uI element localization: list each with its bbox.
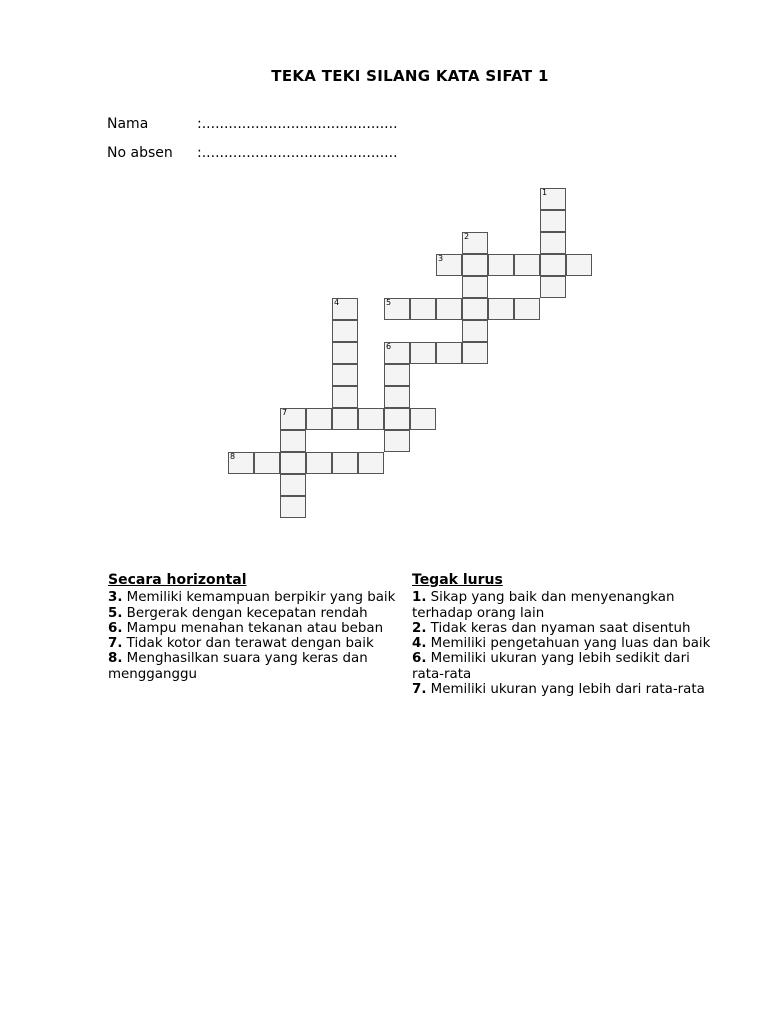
- crossword-cell[interactable]: [332, 364, 358, 386]
- clue-text: Memiliki kemampuan berpikir yang baik: [126, 590, 396, 606]
- absen-blank[interactable]: :............................................: [197, 145, 398, 161]
- clue-number: 6.: [108, 620, 123, 636]
- clue-text: Tidak kotor dan terawat dengan baik: [126, 636, 374, 652]
- clue-number-label: 5: [386, 298, 392, 307]
- clue-number-label: 4: [334, 298, 340, 307]
- crossword-cell[interactable]: [228, 452, 254, 474]
- crossword-cell[interactable]: [410, 408, 436, 430]
- crossword-cell[interactable]: [384, 430, 410, 452]
- clue-number-label: 1: [542, 188, 548, 197]
- horizontal-clue: [108, 606, 408, 621]
- crossword-cell[interactable]: [514, 254, 540, 276]
- crossword-cell[interactable]: [332, 298, 358, 320]
- clue-number: 7.: [108, 636, 123, 652]
- crossword-cell[interactable]: [436, 254, 462, 276]
- crossword-cell[interactable]: [332, 342, 358, 364]
- crossword-cell[interactable]: [540, 276, 566, 298]
- crossword-cell[interactable]: [436, 342, 462, 364]
- clue-text: Bergerak dengan kecepatan rendah: [126, 605, 368, 621]
- clue-text: Memiliki ukuran yang lebih sedikit dari rata-rata: [412, 651, 690, 682]
- clue-number: 1.: [412, 590, 427, 606]
- crossword-cell[interactable]: [488, 298, 514, 320]
- crossword-cell[interactable]: [462, 320, 488, 342]
- vertical-heading: Tegak lurus: [412, 572, 503, 588]
- crossword-cell[interactable]: [384, 342, 410, 364]
- crossword-cell[interactable]: [410, 298, 436, 320]
- clue-number: 6.: [412, 651, 427, 667]
- crossword-cell[interactable]: [462, 232, 488, 254]
- crossword-cell[interactable]: [514, 298, 540, 320]
- crossword-cell[interactable]: [358, 452, 384, 474]
- clue-text: Memiliki pengetahuan yang luas dan baik: [430, 636, 711, 652]
- crossword-cell[interactable]: [462, 298, 488, 320]
- crossword-cell[interactable]: [332, 408, 358, 430]
- clue-text: Menghasilkan suara yang keras dan mengganggu: [108, 651, 368, 682]
- crossword-cell[interactable]: [384, 386, 410, 408]
- crossword-cell[interactable]: [332, 320, 358, 342]
- absen-label: No absen: [107, 145, 173, 161]
- crossword-cell[interactable]: [306, 408, 332, 430]
- clue-number-label: 8: [230, 452, 236, 461]
- crossword-cell[interactable]: [462, 342, 488, 364]
- horizontal-clue: [108, 636, 408, 651]
- horizontal-heading: Secara horizontal: [108, 572, 247, 588]
- crossword-cell[interactable]: [280, 408, 306, 430]
- crossword-cell[interactable]: [280, 496, 306, 518]
- crossword-cell[interactable]: [566, 254, 592, 276]
- crossword-cell[interactable]: [280, 452, 306, 474]
- crossword-cell[interactable]: [488, 254, 514, 276]
- clue-number: 4.: [412, 636, 427, 652]
- crossword-cell[interactable]: [540, 210, 566, 232]
- crossword-cell[interactable]: [358, 408, 384, 430]
- crossword-cell[interactable]: [462, 254, 488, 276]
- crossword-cell[interactable]: [280, 430, 306, 452]
- clue-number-label: 2: [464, 232, 470, 241]
- clue-text: Mampu menahan tekanan atau beban: [126, 620, 384, 636]
- name-label: Nama: [107, 116, 149, 132]
- clue-number: 7.: [412, 682, 427, 698]
- crossword-cell[interactable]: [384, 364, 410, 386]
- clue-text: Tidak keras dan nyaman saat disentuh: [430, 620, 691, 636]
- crossword-cell[interactable]: [306, 452, 332, 474]
- crossword-cell[interactable]: [332, 452, 358, 474]
- horizontal-clue: [108, 651, 408, 682]
- horizontal-clues: [108, 573, 408, 682]
- clue-number: 2.: [412, 620, 427, 636]
- crossword-cell[interactable]: [462, 276, 488, 298]
- vertical-clue: [412, 590, 717, 621]
- clue-number: 8.: [108, 651, 123, 667]
- crossword-cell[interactable]: [436, 298, 462, 320]
- clue-text: Sikap yang baik dan menyenangkan terhadap orang lain: [412, 590, 675, 621]
- clue-number-label: 3: [438, 254, 444, 263]
- crossword-cell[interactable]: [540, 188, 566, 210]
- clue-number-label: 6: [386, 342, 392, 351]
- vertical-clue: [412, 651, 717, 682]
- crossword-cell[interactable]: [280, 474, 306, 496]
- horizontal-clue: [108, 621, 408, 636]
- crossword-cell[interactable]: [254, 452, 280, 474]
- clue-number: 3.: [108, 590, 123, 606]
- crossword-cell[interactable]: [384, 408, 410, 430]
- vertical-clue: [412, 621, 717, 636]
- crossword-cell[interactable]: [410, 342, 436, 364]
- crossword-cell[interactable]: [540, 232, 566, 254]
- vertical-clues: [412, 573, 717, 697]
- crossword-cell[interactable]: [384, 298, 410, 320]
- horizontal-clue: [108, 590, 408, 605]
- clue-number: 5.: [108, 605, 123, 621]
- crossword-cell[interactable]: [332, 386, 358, 408]
- vertical-clue: [412, 682, 717, 697]
- name-blank[interactable]: :............................................: [197, 116, 398, 132]
- crossword-cell[interactable]: [540, 254, 566, 276]
- vertical-clue: [412, 636, 717, 651]
- clue-text: Memiliki ukuran yang lebih dari rata-rata: [430, 682, 705, 698]
- clue-number-label: 7: [282, 408, 288, 417]
- page-title: TEKA TEKI SILANG KATA SIFAT 1: [271, 67, 549, 85]
